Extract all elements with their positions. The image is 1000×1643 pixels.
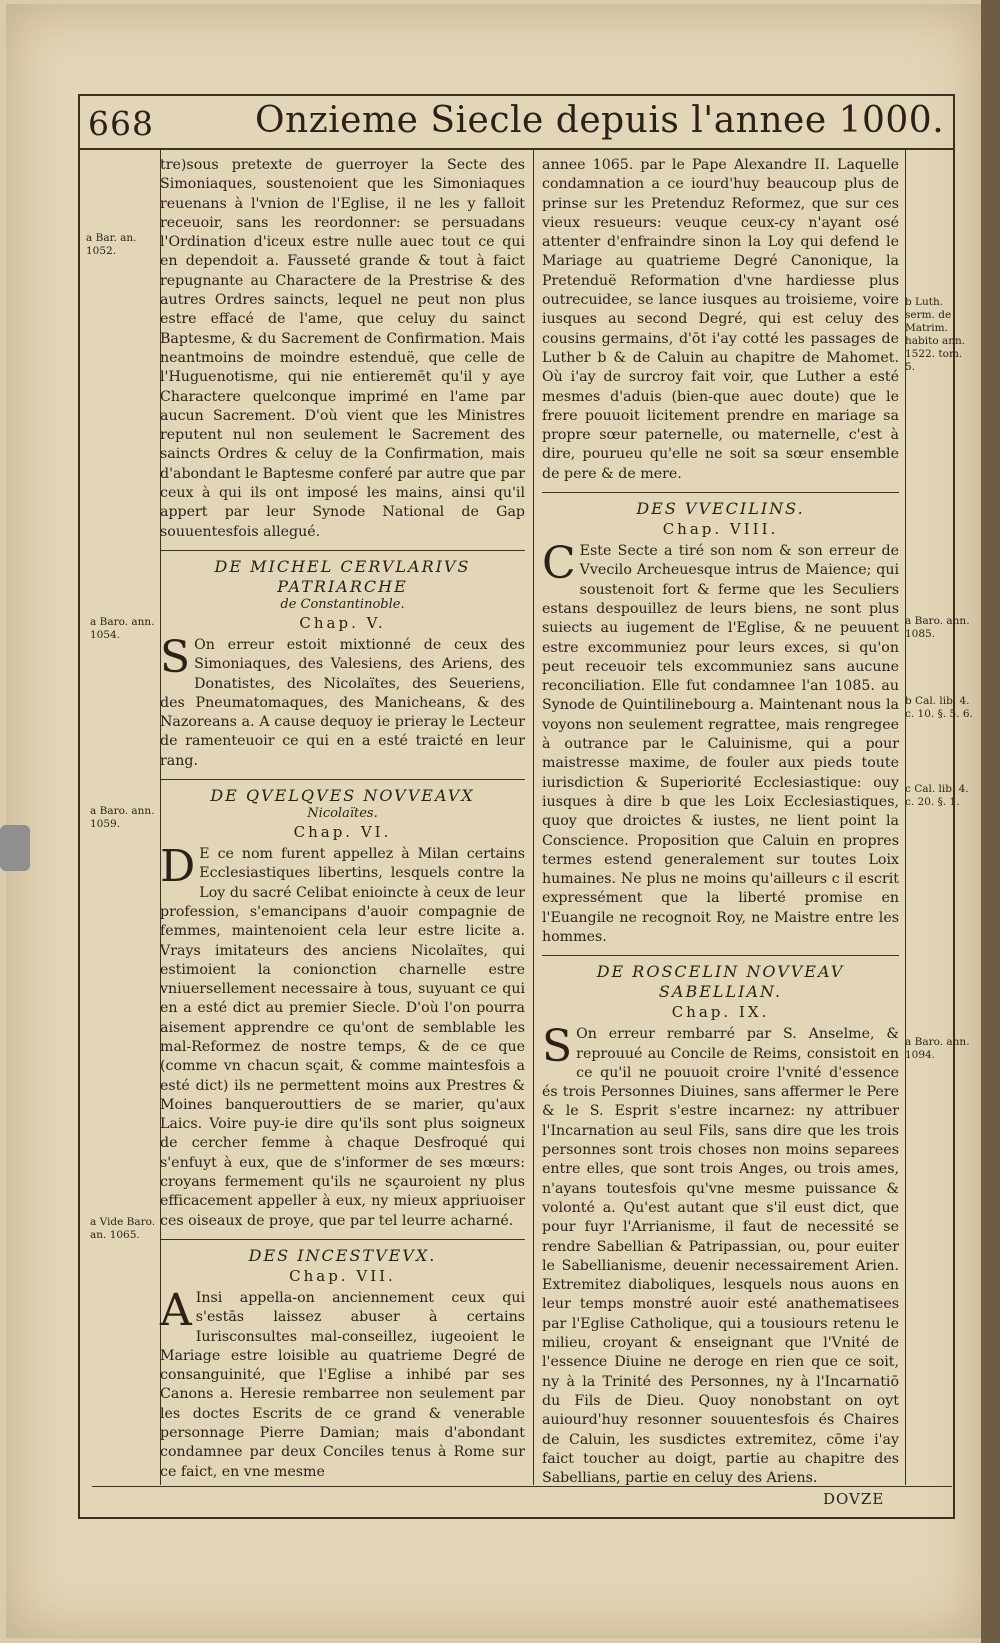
left-column [160, 156, 525, 1482]
chapter-7-number: Chap. VII. [289, 1266, 396, 1285]
chapter-6-subtitle: Nicolaïtes. [307, 806, 378, 822]
margin-note: a Vide Baro. an. 1065. [90, 1216, 156, 1241]
chapter-6-title: DE QVELQVES NOVVEAVX [210, 786, 475, 806]
catchword: DOVZE [823, 1490, 885, 1508]
chapter-8-title: DES VVECILINS. [636, 499, 805, 519]
drop-cap: S [542, 1021, 573, 1073]
chapter-5-body [160, 631, 525, 771]
page-number: 668 [88, 104, 154, 143]
margin-note: a Baro. ann. 1059. [90, 805, 155, 830]
margin-note: a Baro. ann. 1094. [905, 1036, 970, 1061]
intro-paragraph-left: tre)sous pretexte de guerroyer la Secte des Simoniaques, soustenoient que les Simoniaques reuenans à l'vnion de l'Eglise, il ne les y falloit receuoir, sans les reordonner: se persuadans l'Ordination d'iceux estre nulle auec tout ce qui en dependoit a. Fausseté grande & tout à faict repugnante au Charactere de la Prestrise & des autres Ordres saincts, lequel ne peut non plus estre effacé de l'ame, que celuy du sainct Baptesme, & du Sacrement de Confirmation. Mais neantmoins de moindre estenduë, que celle de l'Huguenotisme, qui nie entieremēt qu'il y aye Charactere quelconque imprimé en l'ame par aucun Sacrement. D'où vient que les Ministres reputent nul non seulement le Sacrement des saincts Ordres & celuy de la Confirmation, mais d'abondant le Baptesme conferé par autre que par ceux à qui ils ont imposé les mains, ainsi qu'il appert par leur Synode National de Gap souuentesfois allegué. [160, 157, 525, 540]
drop-cap: D [160, 841, 196, 893]
column-divider [533, 150, 534, 1485]
margin-note: a Bar. an. 1052. [86, 232, 137, 257]
margin-note: b Cal. lib. 4. c. 10. §. 5. 6. [905, 695, 973, 720]
chapter-6-body [160, 841, 525, 1231]
chapter-5-number: Chap. V. [299, 613, 386, 632]
chapter-7-body [160, 1284, 525, 1482]
drop-cap: S [160, 631, 191, 683]
chapter-separator [160, 550, 525, 551]
drop-cap: C [542, 538, 576, 590]
chapter-8-body [542, 538, 899, 947]
chapter-9-number: Chap. IX. [671, 1003, 770, 1022]
chapter-5-text: On erreur estoit mixtionné de ceux des Simoniaques, des Valesiens, des Ariens, des Donatistes, des Nicolaïtes, des Seueriens, des Pneumatomaques, des Manicheans, & des Nazoreans a. A cause dequoy ie prieray le Lecteur de ramenteuoir ce qui en a esté traicté en leur rang. [160, 636, 525, 769]
chapter-separator [160, 1239, 525, 1240]
chapter-6-number: Chap. VI. [293, 823, 392, 842]
chapter-9-title: DE ROSCELIN NOVVEAV SABELLIAN. [596, 962, 845, 1002]
chapter-5-subtitle: de Constantinoble. [280, 596, 405, 612]
drop-cap: A [160, 1284, 192, 1336]
chapter-8-number: Chap. VIII. [662, 520, 779, 539]
margin-note: c Cal. lib. 4. c. 20. §. 1. [905, 783, 969, 808]
chapter-7-text: Insi appella-on anciennement ceux qui s'estās laissez abuser à certains Iurisconsultes mal-conseillez, iugeoient le Mariage estre loisible au quatrieme Degré de consanguinité, que l'Eglise a inhibé par ses Canons a. Heresie rembarree non seulement par les doctes Escrits de ce grand & venerable personnage Pierre Damian; mais d'abondant condamnee par deux Conciles tenus à Rome sur ce faict, en vne mesme [160, 1289, 525, 1480]
chapter-5-title: DE MICHEL CERVLARIVS PATRIARCHE [214, 556, 471, 596]
chapter-8-text: Este Secte a tiré son nom & son erreur de Vvecilo Archeuesque intrus de Maience; qui soustenoit fort & ferme que les Seculiers estans despouillez de leurs biens, ne sont plus suiects au iugement de l'Eglise, & ne peuuent estre excommuniez pour leurs exces, si qu'on peut receuoir tels excommuniez sans aucune reconciliation. Elle fut condamnee l'an 1085. au Synode de Quintilinebourg a. Maintenant nous la voyons non seulement regrattee, mais rengregee à outrance par le Caluinisme, qui a pour maistresse maxime, de fouler aux pieds toute iurisdiction & Superiorité Ecclesiastique: ouy iusques à dire b que les Loix Ecclesiastiques, quoy que droictes & iustes, ne lient point la Conscience. Proposition que Caluin en propres termes estend generalement sur toutes Loix humaines. Ne plus ne moins qu'ailleurs c il escrit expressément que la liberté promise en l'Euangile ne recognoit Roy, ne Maistre entre les hommes. [542, 543, 899, 945]
chapter-9-text: On erreur rembarré par S. Anselme, & reprouué au Concile de Reims, consistoit en ce qu'il ne pouuoit croire l'vnité d'essence és trois Personnes Diuines, sans affermer le Pere & le S. Esprit s'estre incarnez: ny attribuer l'Incarnation au seul Fils, sans dire que les trois personnes sont trois choses non moins separees entre elles, que sont trois Anges, ou trois ames, n'ayans toutesfois qu'vne mesme puissance & volonté a. Qu'est autant que s'il eust dict, que pour fuyr l'Arrianisme, il faut de necessité se rendre Sabellian & Patripassian, ou, pour euiter le Sabellianisme, deuenir necessairement Arien. Extremitez diaboliques, lesquels nous auons en leur temps monstré auoir esté anathematisees par l'Eglise Catholique, qui a tousiours retenu le milieu, croyant & enseignant que l'Vnité de l'essence Diuine ne deroge en rien que ce soit, ny à la Trinité des Personnes, ny à l'Incarnatiō du Fils de Dieu. Quoy nonobstant on oyt auiourd'huy resonner souuentesfois és Chaires de Caluin, les susdictes extremitez, cōme i'ay faict toucher au doigt, partie au chapitre des Sabellians, partie en celuy des Ariens. [542, 1026, 899, 1487]
chapter-7-title: DES INCESTVEVX. [248, 1245, 437, 1265]
margin-note: a Baro. ann. 1085. [905, 615, 970, 640]
chapter-separator [542, 955, 899, 956]
chapter-6-text: E ce nom furent appellez à Milan certains Ecclesiastiques libertins, lesquels contre la Loy du sacré Celibat enioincte à ceux de leur profession, s'emancipans d'auoir compagnie de femmes, maintenoient cela leur estre licite a. Vrays imitateurs des anciens Nicolaïtes, qui estimoient la conionction charnelle estre vniuersellement necessaire à tous, suyuant ce qui en a esté dict au premier Siecle. D'où l'on pourra aisement apprendre ce qu'ont de semblable les mal-Reformez de nostre temps, & de ce que (comme vn chacun sçait, & comme maintesfois a esté dict) ils ne permettent moins aux Prestres & Moines banquerouttiers de se marier, qu'aux Laics. Voire puy-ie dire qu'ils sont plus soigneux de cercher femme à chaque Desfroqué qui s'enfuyt à eux, que de s'informer de ses mœurs: croyans fermement qu'ils ne sçauroient ny plus efficacement appeller à eux, ny mieux appriuoiser ces oiseaux de proye, que par tel leurre acharné. [160, 846, 525, 1229]
intro-paragraph-right: annee 1065. par le Pape Alexandre II. Laquelle condamnation a ce iourd'huy beaucoup plus de prinse sur les Pretenduz Reformez, que sur ces vieux resueurs: veuque ceux-cy n'ayant osé attenter d'enfraindre sinon la Loy qui defend le Mariage au quatrieme Degré Canonique, la Pretenduë Reformation d'vne hardiesse plus outrecuidee, se lance iusques au troisieme, voire iusques au second Degré, qui est celuy des cousins germains, d'ōt i'ay cotté les passages de Luther b & de Caluin au chapitre de Mahomet. Où i'ay de surcroy fait voir, que Luther a esté mesmes d'aduis (bien-que auec doute) que le frere pouuoit licitement prendre en mariage sa propre sœur paternelle, ou maternelle, c'est à dire, pourueu qu'elle ne soit sa sœur ensemble de pere & de mere. [542, 157, 899, 482]
header-rule [78, 148, 955, 150]
margin-note: a Baro. ann. 1054. [90, 616, 155, 641]
running-title: Onzieme Siecle depuis l'annee 1000. [255, 100, 945, 141]
right-column [542, 156, 899, 1488]
page-clip [0, 825, 30, 871]
chapter-9-body [542, 1021, 899, 1488]
chapter-separator [542, 492, 899, 493]
book-spine [981, 0, 1000, 1643]
margin-note: b Luth. serm. de Matrim. habito ann. 1522. tom. 5. [905, 296, 966, 373]
chapter-separator [160, 779, 525, 780]
